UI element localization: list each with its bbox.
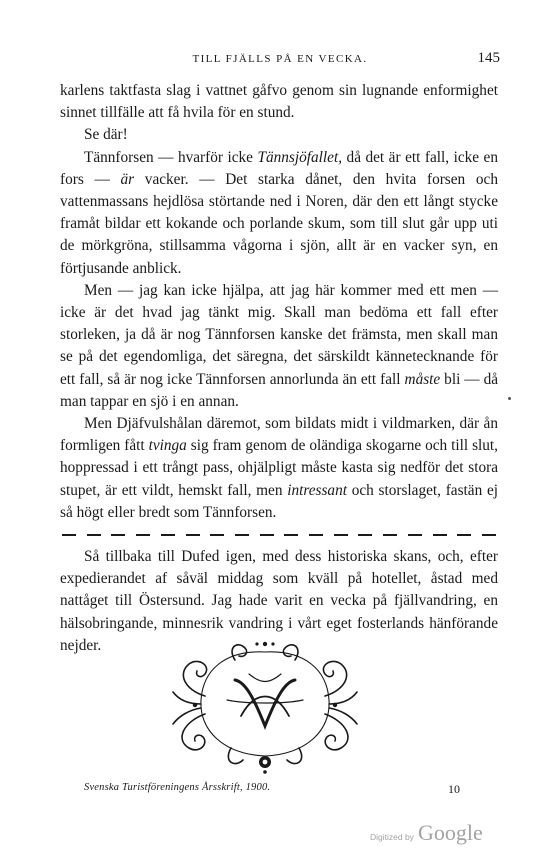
ornament-vignette-icon: [165, 630, 365, 780]
text-run: sig fram genom de oländiga skogarne och till slut, hoppressad i ett trångt pass, ohjälpligt måste kasta sig nedför det stora stupet, är ett vildt, hemskt fall, men: [60, 437, 498, 499]
digitized-watermark: [370, 820, 483, 846]
text-run: Så tillbaka till Dufed igen, med dess historiska skans, och, efter expedierandet af såväl middag som kväll på hotellet, åstad med nattåget till Östersund. Jag hade varit en vecka på fjällvandring, en hälsobringande, minnesrik vandring i vårt eget fosterlands hänförande nejder.: [60, 548, 498, 654]
dash: [457, 534, 471, 535]
text-run: Tännforsen — hvarför icke: [84, 148, 258, 166]
text-run: vacker. — Det starka dånet, den hvita forsen och vattenmassans hejdlösa störtande ned i Noren, där den ett långt stycke framåt bildar ett kokande och porlande skum, som till slut går upp uti de mörkgröna, stillsamma vågorna i sjön, allt är en vacker syn, en förtjusande anblick.: [60, 170, 498, 277]
dash: [284, 534, 298, 535]
running-head: [60, 50, 500, 70]
italic-emphasis: måste: [404, 370, 441, 388]
dash: [136, 534, 150, 535]
google-wordmark: Google: [417, 820, 483, 845]
text-run: Se där!: [84, 126, 128, 144]
section-divider-dashes: [60, 524, 498, 546]
text-run: Men — jag kan icke hjälpa, att jag här kommer med ett men — icke är det hvad jag tänkt mig. Skall man bedöma ett fall efter storleken, ja då är nog Tännforsen kanske det främsta, men skall man se på det egendomliga, det säregna, det särskildt kännetecknande för ett fall, så är nog icke Tännforsen annorlunda än ett fall: [60, 281, 498, 388]
source-citation: Svenska Turistföreningens Årsskrift, 1900.: [84, 782, 271, 793]
dash: [433, 534, 447, 535]
dash: [62, 534, 76, 535]
running-title: TILL FJÄLLS PÅ EN VECKA.: [192, 53, 368, 65]
dash: [235, 534, 249, 535]
paragraph: [60, 147, 498, 280]
dash: [87, 534, 101, 535]
dash: [210, 534, 224, 535]
paragraph: [60, 80, 498, 124]
signature-mark: 10: [448, 782, 460, 796]
dash: [482, 534, 496, 535]
text-run: Men Djäfvulshålan däremot, som bildats midt i vildmarken, där ån formligen fått: [60, 415, 498, 455]
dash: [161, 534, 175, 535]
dash: [186, 534, 200, 535]
dash: [383, 534, 397, 535]
italic-emphasis: är: [120, 170, 135, 188]
paragraph-list: [60, 80, 498, 524]
text-run: bli — då man tappar en sjö i en annan.: [60, 370, 499, 410]
text-run: och storslaget, fastän ej så högt eller bredt som Tännforsen.: [60, 481, 498, 521]
digitized-label: Digitized by: [370, 832, 414, 842]
dash: [309, 534, 323, 535]
page-number: 145: [477, 50, 500, 66]
dash: [111, 534, 125, 535]
dash: [408, 534, 422, 535]
dash: [260, 534, 274, 535]
text-run: då det är ett fall, icke en fors —: [60, 148, 498, 188]
dash: [358, 534, 372, 535]
italic-emphasis: intressant: [287, 481, 347, 499]
paragraph: [60, 413, 498, 524]
paragraph: [60, 280, 498, 413]
dash: [334, 534, 348, 535]
italic-emphasis: tvinga: [148, 437, 187, 455]
body-text: [60, 80, 498, 657]
stray-ink-mark: [508, 397, 511, 400]
text-run: karlens taktfasta slag i vattnet gåfvo genom sin lugnande enformighet sinnet tillfälle att få hvila för en stund.: [60, 82, 498, 122]
paragraph: [60, 124, 498, 146]
italic-emphasis: Tännsjöfallet,: [257, 148, 343, 166]
